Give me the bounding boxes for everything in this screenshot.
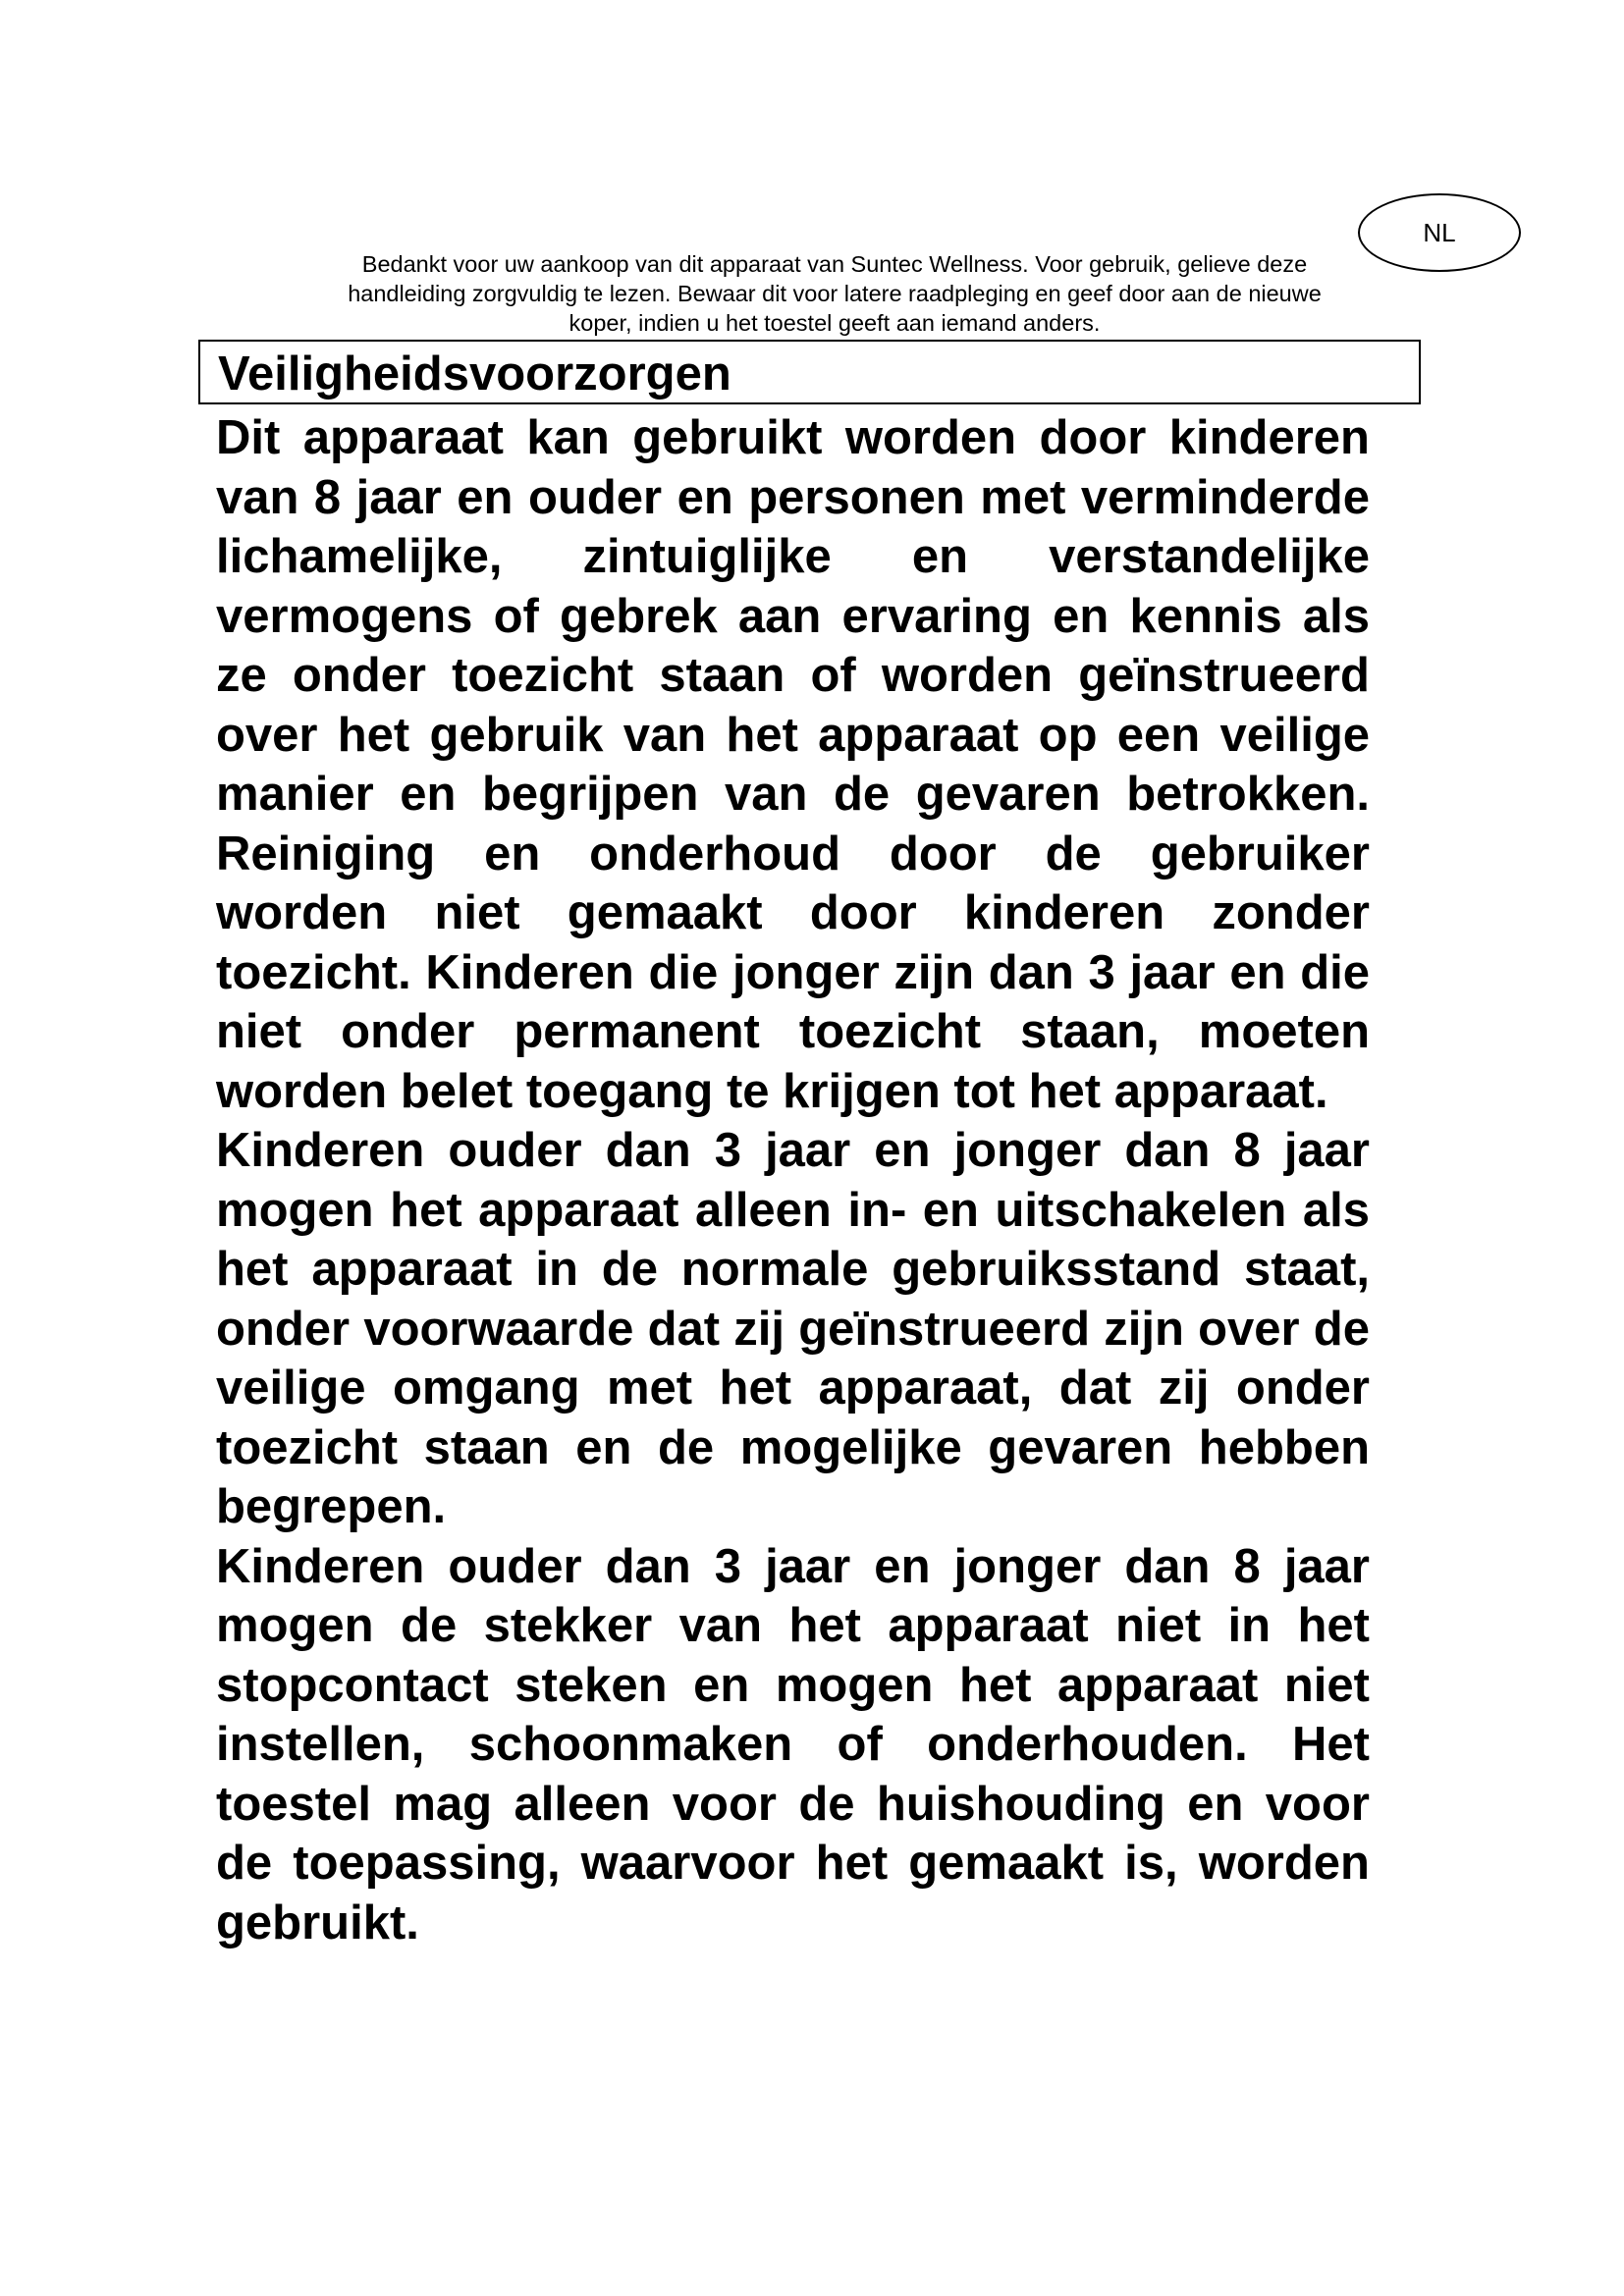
safety-paragraph: Dit apparaat kan gebruikt worden door kinderen van 8 jaar en ouder en personen met verminderde lichamelijke, zintuiglijke en verstandelijke vermogens of gebrek aan ervaring en kennis als ze onder toezicht staan of worden geïnstrueerd over het gebruik van het apparaat op een veilige manier en begrijpen van de gevaren betrokken. Reiniging en onderhoud door de gebruiker worden niet gemaakt door kinderen zonder toezicht. Kinderen die jonger zijn dan 3 jaar en die niet onder permanent toezicht staan, moeten worden belet toegang te krijgen tot het apparaat. [216,411,1370,1118]
intro-line: koper, indien u het toestel geeft aan iemand anders. [568,310,1101,336]
intro-line: handleiding zorgvuldig te lezen. Bewaar dit voor latere raadpleging en geef door aan de nieuwe [348,281,1322,306]
safety-paragraph: Kinderen ouder dan 3 jaar en jonger dan 8 jaar mogen het apparaat alleen in- en uitschakelen als het apparaat in de normale gebruiksstand staat, onder voorwaarde dat zij geïnstrueerd zijn over de veilige omgang met het apparaat, dat zij onder toezicht staan en de mogelijke gevaren hebben begrepen. [216,1124,1370,1533]
intro-text [275,249,1394,338]
intro-line: Bedankt voor uw aankoop van dit apparaat van Suntec Wellness. Voor gebruik, gelieve deze [361,251,1308,277]
safety-text [216,408,1370,1952]
safety-paragraph: Kinderen ouder dan 3 jaar en jonger dan 8 jaar mogen de stekker van het apparaat niet in het stopcontact steken en mogen het apparaat niet instellen, schoonmaken of onderhouden. Het toestel mag alleen voor de huishouding en voor de toepassing, waarvoor het gemaakt is, worden gebruikt. [216,1539,1370,1949]
language-badge: NL [1358,193,1521,272]
section-title: Veiligheidsvoorzorgen [218,347,731,400]
section-title-box [198,340,1421,404]
